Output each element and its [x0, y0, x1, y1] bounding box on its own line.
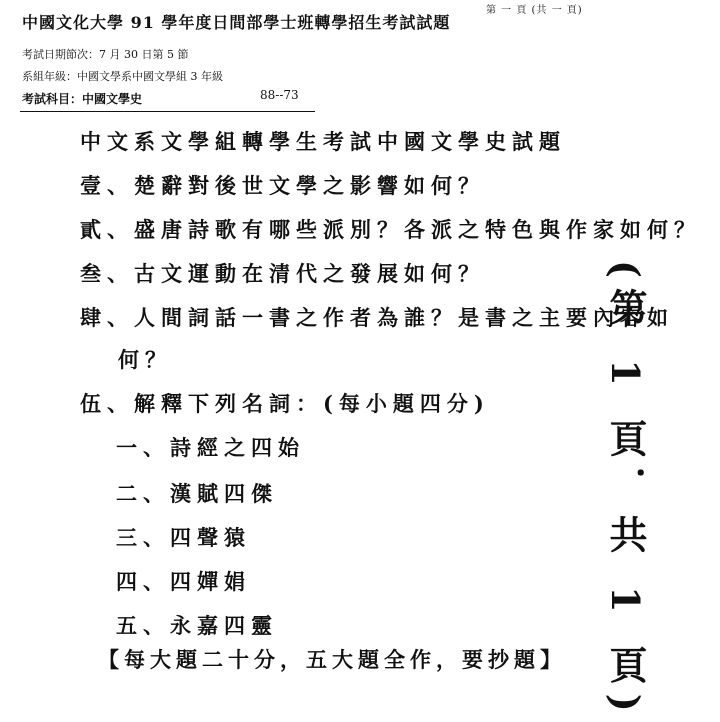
exam-code: 88--73	[260, 88, 299, 102]
page-marker: 第 一 頁 (共 一 頁)	[486, 5, 583, 16]
question-3: 叁、古文運動在清代之發展如何？	[80, 261, 485, 286]
question-4: 肆、人間詞話一書之作者為誰？是書之主要內容如	[80, 305, 674, 330]
question-5: 伍、解釋下列名詞：(每小題四分)	[80, 391, 490, 416]
exam-heading: 中文系文學組轉學生考試中國文學史試題	[80, 129, 566, 154]
exam-subject: 考試科目：中國文學史	[22, 92, 143, 106]
header-rule	[20, 111, 315, 112]
term-2: 二、漢賦四傑	[116, 481, 278, 506]
exam-department: 系組年級：中國文學系中國文學組 3 年級	[22, 70, 223, 83]
exam-session: 考試日期節次：7 月 30 日第 5 節	[22, 48, 189, 61]
question-2: 貳、盛唐詩歌有哪些派別？各派之特色與作家如何？	[80, 217, 701, 242]
term-1: 一、詩經之四始	[116, 435, 305, 460]
page-count-note: (第 1 頁．共 1 頁)	[603, 260, 648, 722]
term-3: 三、四聲猿	[116, 525, 251, 550]
term-4: 四、四嬋娟	[116, 569, 251, 594]
scoring-note: 【每大題二十分，五大題全作，要抄題】	[98, 647, 566, 672]
question-4-cont: 何？	[118, 347, 172, 372]
question-1: 壹、楚辭對後世文學之影響如何？	[80, 173, 485, 198]
exam-title: 中國文化大學 91 學年度日間部學士班轉學招生考試試題	[22, 13, 451, 32]
term-5: 五、永嘉四靈	[116, 613, 278, 638]
